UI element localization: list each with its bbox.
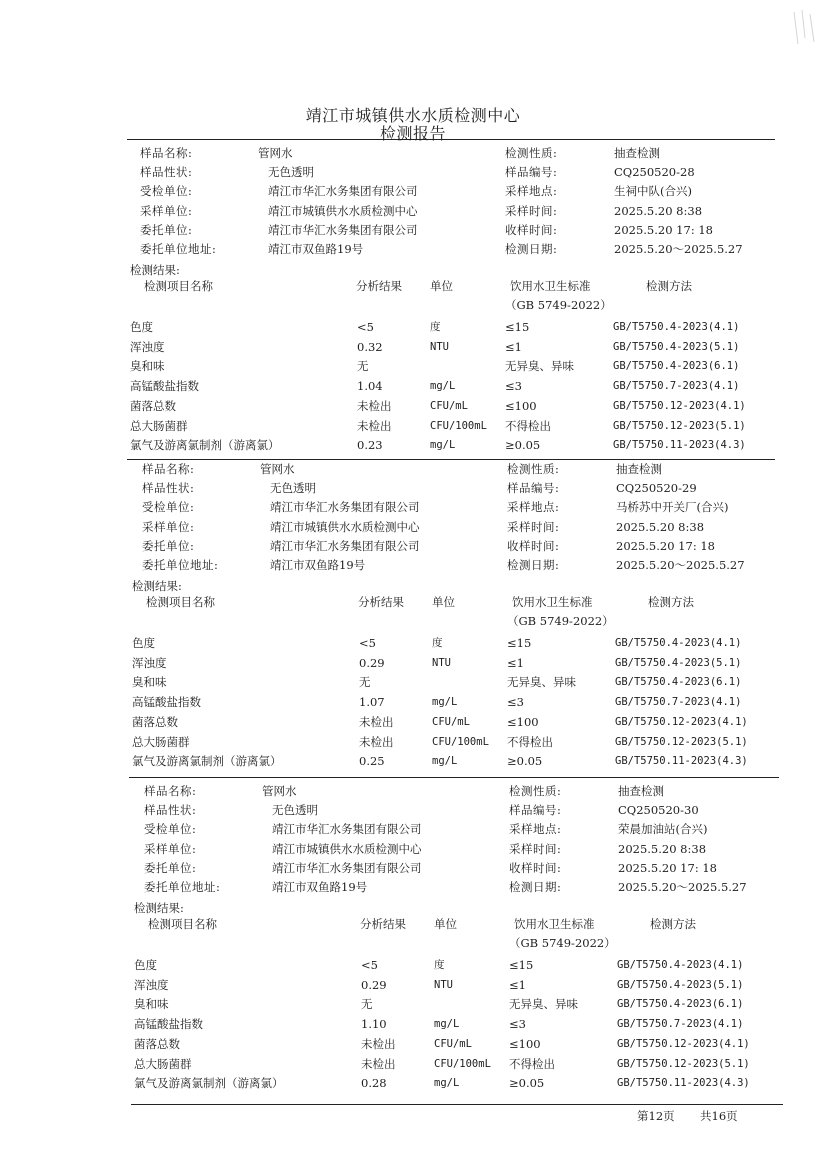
- col-header-standard: 饮用水卫生标准: [512, 595, 593, 609]
- cell-item: 菌落总数: [130, 398, 176, 413]
- page-number: 第12页: [637, 1109, 675, 1123]
- cell-result: 0.28: [361, 1076, 387, 1091]
- cell-item: 色度: [134, 958, 157, 972]
- cell-result: 0.29: [359, 655, 385, 670]
- cell-unit: CFU/mL: [434, 1037, 472, 1050]
- value-receiver: 靖江市华汇水务集团有限公司: [270, 500, 420, 515]
- cell-unit: CFU/100mL: [432, 735, 489, 748]
- cell-std: 无异臭、异味: [507, 675, 576, 690]
- cell-item: 色度: [132, 636, 155, 650]
- cell-method: GB/T5750.12-2023(5.1): [613, 419, 746, 432]
- value-sampler: 靖江市城镇供水水质检测中心: [268, 203, 418, 218]
- cell-std: ≥0.05: [509, 1076, 545, 1091]
- cell-method: GB/T5750.7-2023(4.1): [615, 696, 742, 709]
- cell-unit: 度: [434, 959, 445, 971]
- cell-std: ≤100: [507, 714, 539, 729]
- cell-std: 不得检出: [507, 734, 553, 749]
- label-client-addr: 委托单位地址:: [144, 880, 221, 894]
- cell-item: 高锰酸盐指数: [130, 379, 199, 394]
- cell-std: 无异臭、异味: [505, 359, 574, 374]
- label-sample-time: 采样时间:: [509, 841, 562, 856]
- label-sampler: 采样单位:: [142, 519, 195, 534]
- cell-item: 氯气及游离氯制剂（游离氯）: [130, 438, 280, 453]
- label-receive-time: 收样时间:: [507, 538, 560, 553]
- col-header-unit: 单位: [434, 917, 457, 931]
- cell-result: 未检出: [361, 1036, 396, 1051]
- cell-item: 总大肠菌群: [132, 734, 190, 749]
- report-title: 检测报告: [379, 124, 446, 143]
- label-test-date: 检测日期:: [507, 558, 560, 572]
- cell-result: <5: [357, 320, 374, 334]
- label-client: 委托单位:: [142, 538, 195, 553]
- cell-method: GB/T5750.4-2023(4.1): [613, 321, 740, 333]
- cell-std: ≤3: [505, 379, 522, 394]
- cell-std: ≤1: [505, 339, 522, 354]
- section-rule: [129, 777, 779, 778]
- col-header-result: 分析结果: [360, 917, 406, 931]
- value-sample-time: 2025.5.20 8:38: [614, 203, 703, 218]
- cell-method: GB/T5750.7-2023(4.1): [613, 380, 740, 393]
- value-sample-form: 无色透明: [272, 803, 318, 818]
- cell-unit: CFU/mL: [430, 399, 468, 412]
- cell-unit: mg/L: [430, 380, 456, 393]
- label-sample-form: 样品性状:: [142, 481, 195, 496]
- cell-method: GB/T5750.11-2023(4.3): [615, 755, 748, 768]
- label-sample-no: 样品编号:: [509, 803, 562, 818]
- label-sample-form: 样品性状:: [144, 803, 197, 818]
- label-sample-form: 样品性状:: [140, 165, 193, 180]
- value-sample-no: CQ250520-29: [616, 481, 697, 496]
- value-client: 靖江市华汇水务集团有限公司: [272, 860, 422, 875]
- cell-item: 高锰酸盐指数: [132, 695, 201, 710]
- col-header-unit: 单位: [430, 279, 453, 293]
- value-location: 马桥苏中开关厂(合兴): [616, 500, 729, 515]
- section-rule: [131, 1104, 783, 1105]
- value-client: 靖江市华汇水务集团有限公司: [270, 538, 420, 553]
- cell-item: 浑浊度: [132, 655, 167, 670]
- cell-result: 1.10: [361, 1017, 387, 1032]
- label-sampler: 采样单位:: [144, 841, 197, 856]
- cell-item: 浑浊度: [130, 339, 165, 354]
- value-test-type: 抽查检测: [616, 462, 662, 476]
- col-header-result: 分析结果: [356, 279, 402, 293]
- value-test-type: 抽查检测: [618, 784, 664, 798]
- value-sample-time: 2025.5.20 8:38: [616, 519, 705, 534]
- value-client-addr: 靖江市双鱼路19号: [268, 242, 364, 256]
- cell-result: 未检出: [361, 1056, 396, 1071]
- title-rule: [127, 139, 775, 140]
- label-sample-name: 样品名称:: [142, 462, 195, 476]
- cell-std: ≤1: [507, 655, 524, 670]
- value-test-date: 2025.5.20～2025.5.27: [614, 242, 743, 256]
- cell-result: 未检出: [359, 734, 394, 749]
- cell-std: 无异臭、异味: [509, 997, 578, 1012]
- label-sampler: 采样单位:: [140, 203, 193, 218]
- cell-result: 0.25: [359, 754, 385, 769]
- value-client: 靖江市华汇水务集团有限公司: [268, 222, 418, 237]
- cell-std: ≤15: [507, 636, 532, 650]
- label-location: 采样地点:: [507, 500, 560, 515]
- col-header-item: 检测项目名称: [146, 595, 215, 609]
- cell-item: 臭和味: [130, 359, 165, 374]
- cell-method: GB/T5750.4-2023(4.1): [615, 637, 742, 649]
- value-client-addr: 靖江市双鱼路19号: [270, 558, 366, 572]
- cell-item: 总大肠菌群: [130, 418, 188, 433]
- value-sample-form: 无色透明: [270, 481, 316, 496]
- label-test-date: 检测日期:: [505, 242, 558, 256]
- value-receive-time: 2025.5.20 17: 18: [616, 538, 715, 553]
- label-client-addr: 委托单位地址:: [140, 242, 217, 256]
- value-test-date: 2025.5.20～2025.5.27: [618, 880, 747, 894]
- cell-std: ≤100: [505, 398, 537, 413]
- label-receive-time: 收样时间:: [505, 222, 558, 237]
- label-sample-name: 样品名称:: [140, 146, 193, 160]
- label-location: 采样地点:: [505, 184, 558, 199]
- value-location: 荣晨加油站(合兴): [618, 822, 708, 837]
- label-client-addr: 委托单位地址:: [142, 558, 219, 572]
- value-receiver: 靖江市华汇水务集团有限公司: [268, 184, 418, 199]
- label-receiver: 受检单位:: [142, 500, 195, 515]
- col-header-method: 检测方法: [650, 917, 696, 931]
- cell-std: ≤100: [509, 1036, 541, 1051]
- cell-unit: mg/L: [434, 1077, 460, 1090]
- label-client: 委托单位:: [140, 222, 193, 237]
- cell-result: 无: [357, 359, 369, 374]
- col-header-result: 分析结果: [358, 595, 404, 609]
- col-header-item: 检测项目名称: [148, 917, 217, 931]
- cell-unit: 度: [430, 321, 441, 333]
- cell-unit: CFU/100mL: [434, 1057, 491, 1070]
- label-client: 委托单位:: [144, 860, 197, 875]
- col-header-standard-ref: （GB 5749-2022）: [507, 614, 614, 628]
- cell-method: GB/T5750.4-2023(6.1): [613, 360, 740, 373]
- cell-result: 1.04: [357, 379, 383, 394]
- cell-unit: NTU: [432, 656, 451, 669]
- cell-result: 未检出: [359, 714, 394, 729]
- cell-unit: NTU: [434, 978, 453, 991]
- cell-method: GB/T5750.12-2023(5.1): [617, 1057, 750, 1070]
- cell-std: ≥0.05: [507, 754, 543, 769]
- value-sampler: 靖江市城镇供水水质检测中心: [272, 841, 422, 856]
- cell-method: GB/T5750.4-2023(6.1): [617, 998, 744, 1011]
- cell-result: 0.29: [361, 977, 387, 992]
- cell-result: 0.23: [357, 438, 383, 453]
- cell-result: 未检出: [357, 418, 392, 433]
- cell-result: 无: [359, 675, 371, 690]
- cell-method: GB/T5750.4-2023(5.1): [615, 656, 742, 669]
- cell-unit: mg/L: [434, 1018, 460, 1031]
- col-header-method: 检测方法: [646, 279, 692, 293]
- cell-result: <5: [359, 636, 376, 650]
- label-sample-time: 采样时间:: [507, 519, 560, 534]
- col-header-standard-ref: （GB 5749-2022）: [509, 936, 616, 950]
- value-client-addr: 靖江市双鱼路19号: [272, 880, 368, 894]
- cell-item: 臭和味: [132, 675, 167, 690]
- col-header-unit: 单位: [432, 595, 455, 609]
- results-label: 检测结果:: [134, 901, 184, 915]
- cell-result: 无: [361, 997, 373, 1012]
- cell-method: GB/T5750.4-2023(5.1): [613, 340, 740, 353]
- cell-item: 氯气及游离氯制剂（游离氯）: [134, 1076, 284, 1091]
- value-sample-name: 管网水: [258, 146, 293, 160]
- cell-method: GB/T5750.12-2023(4.1): [617, 1037, 750, 1050]
- cell-item: 总大肠菌群: [134, 1056, 192, 1071]
- cell-item: 高锰酸盐指数: [134, 1017, 203, 1032]
- cell-method: GB/T5750.11-2023(4.3): [613, 439, 746, 452]
- label-receiver: 受检单位:: [140, 184, 193, 199]
- label-test-type: 检测性质:: [505, 146, 558, 160]
- value-receive-time: 2025.5.20 17: 18: [614, 222, 713, 237]
- value-test-type: 抽查检测: [614, 146, 660, 160]
- page-total: 共16页: [700, 1109, 738, 1123]
- cell-std: ≤3: [509, 1017, 526, 1032]
- cell-std: 不得检出: [505, 418, 551, 433]
- cell-std: ≤1: [509, 977, 526, 992]
- section-rule: [127, 459, 775, 460]
- value-receiver: 靖江市华汇水务集团有限公司: [272, 822, 422, 837]
- label-receive-time: 收样时间:: [509, 860, 562, 875]
- cell-item: 菌落总数: [134, 1036, 180, 1051]
- cell-unit: mg/L: [432, 696, 458, 709]
- label-receiver: 受检单位:: [144, 822, 197, 837]
- cell-method: GB/T5750.11-2023(4.3): [617, 1077, 750, 1090]
- results-label: 检测结果:: [132, 579, 182, 593]
- value-receive-time: 2025.5.20 17: 18: [618, 860, 717, 875]
- col-header-item: 检测项目名称: [144, 279, 213, 293]
- cell-unit: NTU: [430, 340, 449, 353]
- col-header-standard-ref: （GB 5749-2022）: [505, 298, 612, 312]
- cell-result: 1.07: [359, 695, 385, 710]
- value-sample-no: CQ250520-30: [618, 803, 699, 818]
- value-sample-time: 2025.5.20 8:38: [618, 841, 707, 856]
- cell-method: GB/T5750.4-2023(6.1): [615, 676, 742, 689]
- results-label: 检测结果:: [130, 263, 180, 277]
- value-location: 生祠中队(合兴): [614, 184, 692, 199]
- cell-item: 臭和味: [134, 997, 169, 1012]
- cell-method: GB/T5750.7-2023(4.1): [617, 1018, 744, 1031]
- cell-result: 0.32: [357, 339, 383, 354]
- cell-unit: CFU/mL: [432, 715, 470, 728]
- org-title: 靖江市城镇供水水质检测中心: [305, 106, 521, 125]
- cell-unit: mg/L: [430, 439, 456, 452]
- label-test-type: 检测性质:: [507, 462, 560, 476]
- label-sample-no: 样品编号:: [505, 165, 558, 180]
- cell-unit: CFU/100mL: [430, 419, 487, 432]
- cell-unit: mg/L: [432, 755, 458, 768]
- value-sample-name: 管网水: [262, 784, 297, 798]
- value-sample-form: 无色透明: [268, 165, 314, 180]
- cell-std: 不得检出: [509, 1056, 555, 1071]
- label-location: 采样地点:: [509, 822, 562, 837]
- cell-method: GB/T5750.12-2023(4.1): [613, 399, 746, 412]
- cell-item: 色度: [130, 320, 153, 334]
- cell-result: 未检出: [357, 398, 392, 413]
- cell-std: ≤3: [507, 695, 524, 710]
- cell-std: ≤15: [505, 320, 530, 334]
- col-header-standard: 饮用水卫生标准: [514, 917, 595, 931]
- cell-std: ≤15: [509, 958, 534, 972]
- col-header-method: 检测方法: [648, 595, 694, 609]
- cell-method: GB/T5750.4-2023(4.1): [617, 959, 744, 971]
- label-sample-no: 样品编号:: [507, 481, 560, 496]
- cell-unit: 度: [432, 637, 443, 649]
- cell-method: GB/T5750.4-2023(5.1): [617, 978, 744, 991]
- cell-item: 氯气及游离氯制剂（游离氯）: [132, 754, 282, 769]
- cell-item: 浑浊度: [134, 977, 169, 992]
- value-test-date: 2025.5.20～2025.5.27: [616, 558, 745, 572]
- cell-item: 菌落总数: [132, 714, 178, 729]
- label-sample-time: 采样时间:: [505, 203, 558, 218]
- label-test-date: 检测日期:: [509, 880, 562, 894]
- label-test-type: 检测性质:: [509, 784, 562, 798]
- col-header-standard: 饮用水卫生标准: [510, 279, 591, 293]
- cell-method: GB/T5750.12-2023(4.1): [615, 715, 748, 728]
- value-sampler: 靖江市城镇供水水质检测中心: [270, 519, 420, 534]
- cell-std: ≥0.05: [505, 438, 541, 453]
- scan-edge-mark: [790, 8, 820, 48]
- value-sample-name: 管网水: [260, 462, 295, 476]
- label-sample-name: 样品名称:: [144, 784, 197, 798]
- cell-result: <5: [361, 958, 378, 972]
- cell-method: GB/T5750.12-2023(5.1): [615, 735, 748, 748]
- value-sample-no: CQ250520-28: [614, 165, 695, 180]
